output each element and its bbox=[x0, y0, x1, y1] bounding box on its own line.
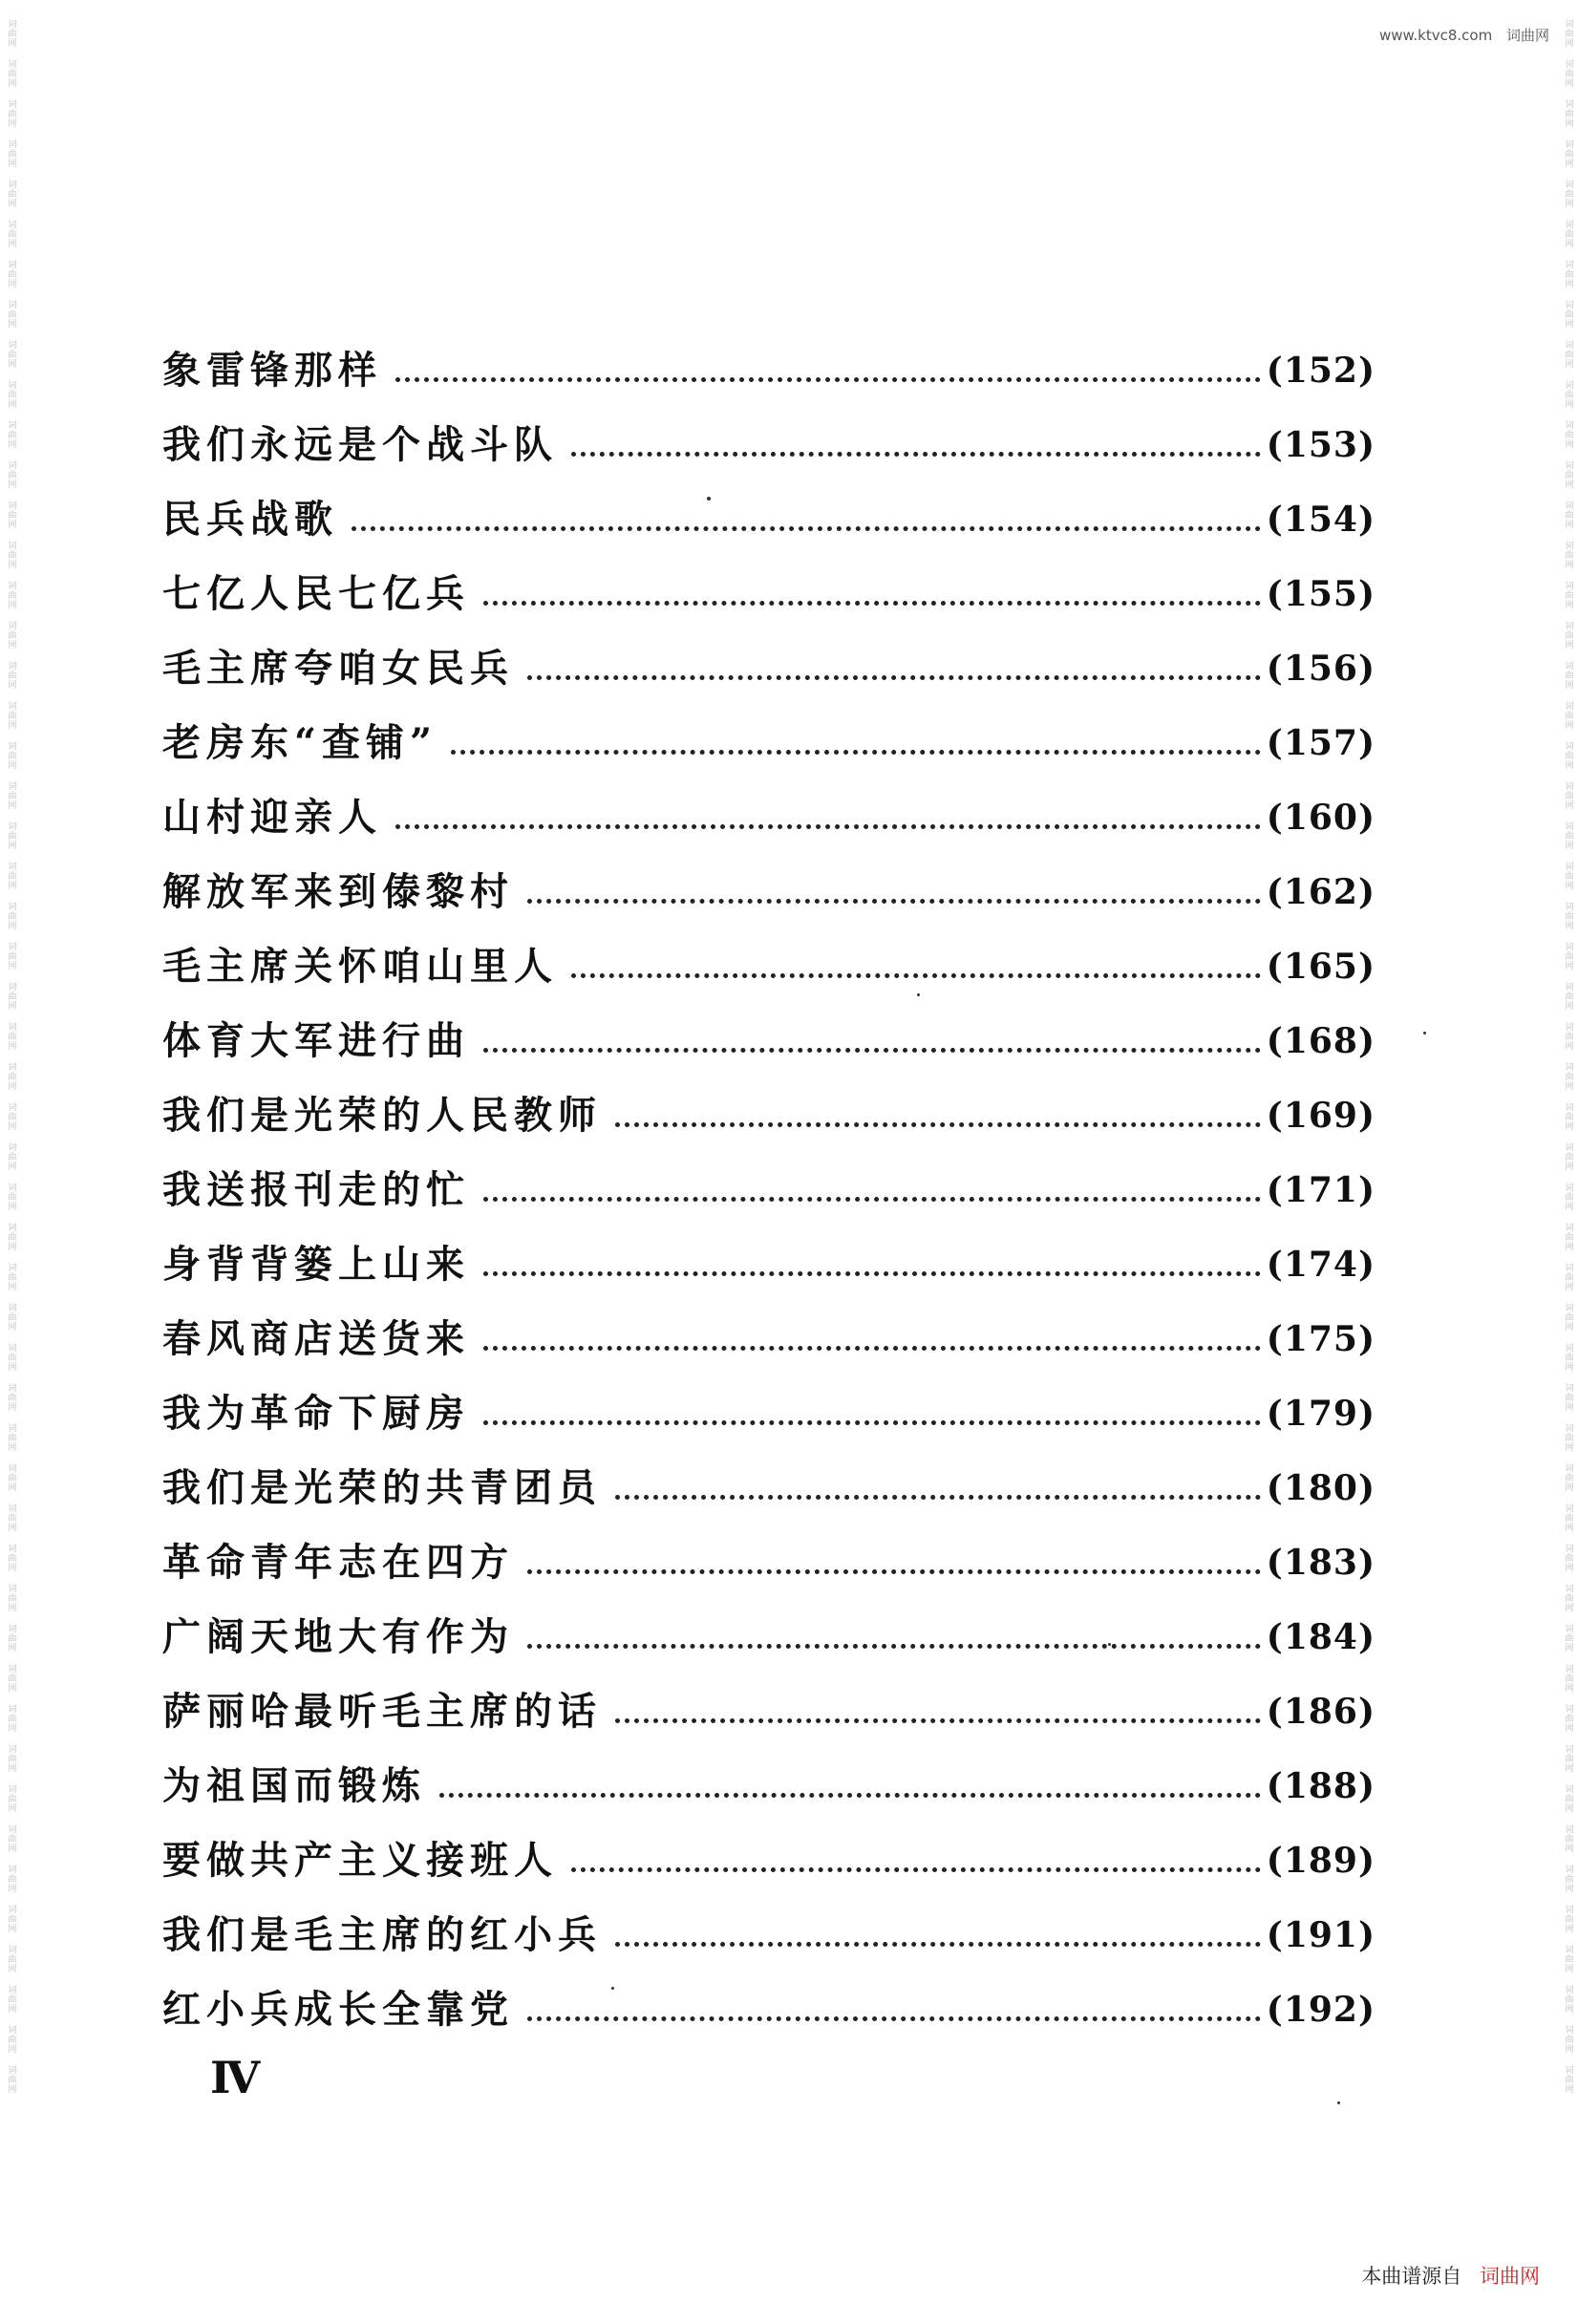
toc-entry-title: 解放军来到傣黎村 bbox=[162, 869, 514, 914]
strip-watermark-text: 词曲网 bbox=[1563, 1022, 1573, 1051]
dot-leader bbox=[352, 526, 1261, 531]
strip-watermark-text: 词曲网 bbox=[1563, 380, 1573, 409]
strip-watermark-text: 词曲网 bbox=[6, 982, 16, 1011]
strip-watermark-text: 词曲网 bbox=[6, 541, 16, 569]
strip-watermark-text: 词曲网 bbox=[6, 1102, 16, 1131]
strip-watermark-text: 词曲网 bbox=[6, 1303, 16, 1332]
toc-entry-title: 民兵战歌 bbox=[162, 497, 338, 542]
strip-watermark-text: 词曲网 bbox=[6, 661, 16, 690]
toc-entry[interactable] bbox=[162, 1731, 1375, 1808]
toc-entry-title: 我为革命下厨房 bbox=[162, 1391, 470, 1436]
page-number: Ⅳ bbox=[210, 2052, 257, 2103]
dot-leader bbox=[615, 1718, 1261, 1723]
toc-entry-title: 萨丽哈最听毛主席的话 bbox=[162, 1689, 602, 1734]
strip-watermark-text: 词曲网 bbox=[6, 1544, 16, 1572]
toc-entry-title: 为祖国而锻炼 bbox=[162, 1763, 426, 1808]
dot-leader bbox=[483, 1420, 1261, 1425]
table-of-contents bbox=[162, 315, 1375, 2032]
toc-entry-page: (154) bbox=[1266, 500, 1375, 540]
toc-entry-title: 我们永远是个战斗队 bbox=[162, 422, 558, 467]
toc-entry-title: 身背背篓上山来 bbox=[162, 1242, 470, 1287]
strip-watermark-text: 词曲网 bbox=[6, 300, 16, 329]
dot-leader bbox=[615, 1495, 1261, 1500]
strip-watermark-text: 词曲网 bbox=[1563, 2025, 1573, 2054]
dot-leader bbox=[527, 1569, 1261, 1574]
strip-watermark-text: 词曲网 bbox=[1563, 220, 1573, 248]
strip-watermark-text: 词曲网 bbox=[1563, 1704, 1573, 1733]
strip-watermark-text: 词曲网 bbox=[1563, 460, 1573, 489]
strip-watermark-text: 词曲网 bbox=[6, 139, 16, 168]
toc-entry-page: (156) bbox=[1266, 649, 1375, 689]
dot-leader bbox=[439, 1793, 1261, 1798]
strip-watermark-text: 词曲网 bbox=[6, 220, 16, 248]
dot-leader bbox=[615, 1122, 1261, 1127]
strip-watermark-text: 词曲网 bbox=[1563, 982, 1573, 1011]
toc-entry-title: 革命青年志在四方 bbox=[162, 1540, 514, 1585]
strip-watermark-text: 词曲网 bbox=[1563, 1463, 1573, 1492]
toc-entry-page: (152) bbox=[1266, 351, 1375, 391]
strip-watermark-text: 词曲网 bbox=[1563, 942, 1573, 970]
strip-watermark-text: 词曲网 bbox=[1563, 2065, 1573, 2094]
toc-entry-page: (184) bbox=[1266, 1617, 1375, 1657]
strip-watermark-text: 词曲网 bbox=[1563, 1664, 1573, 1693]
dot-leader bbox=[571, 1867, 1261, 1872]
strip-watermark-text: 词曲网 bbox=[6, 1183, 16, 1211]
toc-entry-title: 我们是毛主席的红小兵 bbox=[162, 1912, 602, 1957]
strip-watermark-text: 词曲网 bbox=[6, 1985, 16, 2014]
strip-watermark-text: 词曲网 bbox=[6, 19, 16, 48]
toc-entry-page: (160) bbox=[1266, 798, 1375, 838]
toc-entry-page: (188) bbox=[1266, 1766, 1375, 1806]
left-watermark-strip bbox=[0, 0, 21, 2324]
strip-watermark-text: 词曲网 bbox=[6, 1704, 16, 1733]
strip-watermark-text: 词曲网 bbox=[1563, 1824, 1573, 1853]
strip-watermark-text: 词曲网 bbox=[1563, 340, 1573, 369]
strip-watermark-text: 词曲网 bbox=[1563, 1303, 1573, 1332]
toc-entry[interactable] bbox=[162, 986, 1375, 1063]
strip-watermark-text: 词曲网 bbox=[1563, 1905, 1573, 1933]
toc-entry[interactable] bbox=[162, 315, 1375, 393]
toc-entry[interactable] bbox=[162, 1209, 1375, 1287]
strip-watermark-text: 词曲网 bbox=[1563, 541, 1573, 569]
strip-watermark-text: 词曲网 bbox=[1563, 1142, 1573, 1171]
dot-leader bbox=[571, 973, 1261, 978]
toc-entry-title: 我们是光荣的人民教师 bbox=[162, 1093, 602, 1138]
toc-entry[interactable] bbox=[162, 1358, 1375, 1436]
strip-watermark-text: 词曲网 bbox=[1563, 139, 1573, 168]
dot-leader bbox=[527, 675, 1261, 680]
toc-entry-page: (189) bbox=[1266, 1841, 1375, 1881]
toc-entry-title: 毛主席关怀咱山里人 bbox=[162, 944, 558, 989]
strip-watermark-text: 词曲网 bbox=[6, 340, 16, 369]
strip-watermark-text: 词曲网 bbox=[6, 1945, 16, 1973]
strip-watermark-text: 词曲网 bbox=[6, 260, 16, 288]
strip-watermark-text: 词曲网 bbox=[6, 1784, 16, 1813]
strip-watermark-text: 词曲网 bbox=[1563, 1223, 1573, 1251]
strip-watermark-text: 词曲网 bbox=[6, 380, 16, 409]
dot-leader bbox=[483, 1271, 1261, 1276]
strip-watermark-text: 词曲网 bbox=[6, 1062, 16, 1091]
source-prefix: 本曲谱源自 bbox=[1361, 2265, 1462, 2288]
right-watermark-strip bbox=[1557, 0, 1578, 2324]
strip-watermark-text: 词曲网 bbox=[6, 1624, 16, 1652]
strip-watermark-text: 词曲网 bbox=[6, 1343, 16, 1372]
toc-entry-title: 七亿人民七亿兵 bbox=[162, 571, 470, 616]
strip-watermark-text: 词曲网 bbox=[1563, 1945, 1573, 1973]
dot-leader bbox=[571, 452, 1261, 457]
toc-entry-page: (171) bbox=[1266, 1170, 1375, 1210]
strip-watermark-text: 词曲网 bbox=[1563, 1865, 1573, 1893]
strip-watermark-text: 词曲网 bbox=[6, 701, 16, 730]
toc-entry-page: (169) bbox=[1266, 1096, 1375, 1136]
strip-watermark-text: 词曲网 bbox=[6, 180, 16, 208]
strip-watermark-text: 词曲网 bbox=[6, 1744, 16, 1773]
toc-entry[interactable] bbox=[162, 1656, 1375, 1734]
toc-entry[interactable] bbox=[162, 1433, 1375, 1510]
strip-watermark-text: 词曲网 bbox=[1563, 1544, 1573, 1572]
toc-entry-page: (162) bbox=[1266, 872, 1375, 912]
strip-watermark-text: 词曲网 bbox=[1563, 621, 1573, 650]
strip-watermark-text: 词曲网 bbox=[1563, 1784, 1573, 1813]
toc-entry[interactable] bbox=[162, 837, 1375, 914]
dot-leader bbox=[483, 1346, 1261, 1351]
strip-watermark-text: 词曲网 bbox=[1563, 1263, 1573, 1291]
strip-watermark-text: 词曲网 bbox=[1563, 1102, 1573, 1131]
toc-entry-page: (174) bbox=[1266, 1245, 1375, 1285]
toc-entry-title: 红小兵成长全靠党 bbox=[162, 1987, 514, 2032]
scan-speck bbox=[1108, 1643, 1111, 1646]
dot-leader bbox=[527, 2016, 1261, 2021]
strip-watermark-text: 词曲网 bbox=[1563, 260, 1573, 288]
scan-speck bbox=[917, 993, 920, 996]
strip-watermark-text: 词曲网 bbox=[6, 2025, 16, 2054]
strip-watermark-text: 词曲网 bbox=[6, 1263, 16, 1291]
toc-entry-page: (153) bbox=[1266, 425, 1375, 465]
toc-entry-title: 春风商店送货来 bbox=[162, 1316, 470, 1361]
toc-entry[interactable] bbox=[162, 1135, 1375, 1212]
strip-watermark-text: 词曲网 bbox=[6, 1865, 16, 1893]
toc-entry-page: (165) bbox=[1266, 947, 1375, 987]
strip-watermark-text: 词曲网 bbox=[1563, 862, 1573, 890]
strip-watermark-text: 词曲网 bbox=[1563, 1423, 1573, 1452]
strip-watermark-text: 词曲网 bbox=[6, 1223, 16, 1251]
dot-leader bbox=[483, 1197, 1261, 1202]
strip-watermark-text: 词曲网 bbox=[1563, 1383, 1573, 1412]
strip-watermark-text: 词曲网 bbox=[1563, 741, 1573, 770]
toc-entry[interactable] bbox=[162, 464, 1375, 542]
dot-leader bbox=[483, 601, 1261, 606]
strip-watermark-text: 词曲网 bbox=[1563, 821, 1573, 850]
toc-entry[interactable] bbox=[162, 688, 1375, 765]
strip-watermark-text: 词曲网 bbox=[6, 1423, 16, 1452]
toc-entry-title: 老房东“查铺” bbox=[162, 720, 438, 765]
toc-entry-title: 体育大军进行曲 bbox=[162, 1018, 470, 1063]
strip-watermark-text: 词曲网 bbox=[6, 1383, 16, 1412]
watermark-url: www.ktvc8.com bbox=[1378, 27, 1493, 44]
toc-entry-page: (155) bbox=[1266, 574, 1375, 614]
strip-watermark-text: 词曲网 bbox=[6, 1463, 16, 1492]
strip-watermark-text: 词曲网 bbox=[1563, 1584, 1573, 1612]
toc-entry-page: (175) bbox=[1266, 1319, 1375, 1359]
dot-leader bbox=[615, 1942, 1261, 1947]
strip-watermark-text: 词曲网 bbox=[6, 862, 16, 890]
strip-watermark-text: 词曲网 bbox=[6, 1022, 16, 1051]
strip-watermark-text: 词曲网 bbox=[6, 460, 16, 489]
dot-leader bbox=[395, 377, 1261, 382]
toc-entry[interactable] bbox=[162, 390, 1375, 467]
strip-watermark-text: 词曲网 bbox=[1563, 420, 1573, 449]
toc-entry-page: (179) bbox=[1266, 1394, 1375, 1434]
toc-entry-page: (180) bbox=[1266, 1468, 1375, 1508]
toc-entry[interactable] bbox=[162, 762, 1375, 840]
strip-watermark-text: 词曲网 bbox=[6, 621, 16, 650]
strip-watermark-text: 词曲网 bbox=[6, 59, 16, 88]
strip-watermark-text: 词曲网 bbox=[6, 420, 16, 449]
toc-entry[interactable] bbox=[162, 911, 1375, 989]
source-note bbox=[1361, 2261, 1540, 2290]
toc-entry[interactable] bbox=[162, 1954, 1375, 2032]
dot-leader bbox=[451, 750, 1261, 755]
toc-entry-page: (192) bbox=[1266, 1990, 1375, 2030]
toc-entry-page: (191) bbox=[1266, 1915, 1375, 1955]
scan-speck bbox=[707, 497, 711, 501]
source-site-link[interactable]: 词曲网 bbox=[1480, 2265, 1540, 2288]
strip-watermark-text: 词曲网 bbox=[1563, 1985, 1573, 2014]
toc-entry-page: (183) bbox=[1266, 1543, 1375, 1583]
strip-watermark-text: 词曲网 bbox=[6, 942, 16, 970]
strip-watermark-text: 词曲网 bbox=[1563, 501, 1573, 529]
strip-watermark-text: 词曲网 bbox=[6, 99, 16, 128]
strip-watermark-text: 词曲网 bbox=[6, 902, 16, 930]
strip-watermark-text: 词曲网 bbox=[6, 741, 16, 770]
scan-speck bbox=[611, 1987, 614, 1990]
strip-watermark-text: 词曲网 bbox=[6, 1824, 16, 1853]
dot-leader bbox=[395, 824, 1261, 829]
strip-watermark-text: 词曲网 bbox=[6, 1905, 16, 1933]
strip-watermark-text: 词曲网 bbox=[1563, 1062, 1573, 1091]
toc-entry-page: (168) bbox=[1266, 1021, 1375, 1061]
toc-entry-page: (186) bbox=[1266, 1692, 1375, 1732]
dot-leader bbox=[527, 1644, 1261, 1649]
dot-leader bbox=[483, 1048, 1261, 1053]
strip-watermark-text: 词曲网 bbox=[1563, 59, 1573, 88]
strip-watermark-text: 词曲网 bbox=[1563, 701, 1573, 730]
strip-watermark-text: 词曲网 bbox=[1563, 781, 1573, 810]
strip-watermark-text: 词曲网 bbox=[1563, 902, 1573, 930]
scan-speck bbox=[1423, 1032, 1426, 1034]
scan-speck bbox=[1337, 2101, 1340, 2104]
strip-watermark-text: 词曲网 bbox=[6, 1664, 16, 1693]
strip-watermark-text: 词曲网 bbox=[1563, 1503, 1573, 1532]
toc-entry[interactable] bbox=[162, 1060, 1375, 1138]
strip-watermark-text: 词曲网 bbox=[6, 821, 16, 850]
dot-leader bbox=[527, 899, 1261, 904]
strip-watermark-text: 词曲网 bbox=[6, 2065, 16, 2094]
toc-entry-title: 山村迎亲人 bbox=[162, 795, 382, 840]
toc-entry[interactable] bbox=[162, 613, 1375, 691]
toc-entry[interactable] bbox=[162, 1284, 1375, 1361]
toc-entry[interactable] bbox=[162, 1582, 1375, 1659]
toc-entry-page: (157) bbox=[1266, 723, 1375, 763]
strip-watermark-text: 词曲网 bbox=[1563, 1624, 1573, 1652]
toc-entry[interactable] bbox=[162, 1507, 1375, 1585]
strip-watermark-text: 词曲网 bbox=[1563, 1343, 1573, 1372]
toc-entry-title: 毛主席夸咱女民兵 bbox=[162, 646, 514, 691]
strip-watermark-text: 词曲网 bbox=[1563, 99, 1573, 128]
toc-entry-title: 我们是光荣的共青团员 bbox=[162, 1465, 602, 1510]
strip-watermark-text: 词曲网 bbox=[1563, 300, 1573, 329]
strip-watermark-text: 词曲网 bbox=[1563, 1744, 1573, 1773]
toc-entry-title: 我送报刊走的忙 bbox=[162, 1167, 470, 1212]
strip-watermark-text: 词曲网 bbox=[6, 581, 16, 609]
strip-watermark-text: 词曲网 bbox=[1563, 581, 1573, 609]
strip-watermark-text: 词曲网 bbox=[6, 501, 16, 529]
strip-watermark-text: 词曲网 bbox=[6, 1142, 16, 1171]
watermark-site-name: 词曲网 bbox=[1505, 27, 1549, 44]
strip-watermark-text: 词曲网 bbox=[6, 781, 16, 810]
toc-entry-title: 象雷锋那样 bbox=[162, 348, 382, 393]
strip-watermark-text: 词曲网 bbox=[1563, 19, 1573, 48]
strip-watermark-text: 词曲网 bbox=[6, 1584, 16, 1612]
strip-watermark-text: 词曲网 bbox=[6, 1503, 16, 1532]
toc-entry[interactable] bbox=[162, 1880, 1375, 1957]
toc-entry[interactable] bbox=[162, 1805, 1375, 1883]
toc-entry-title: 广阔天地大有作为 bbox=[162, 1614, 514, 1659]
strip-watermark-text: 词曲网 bbox=[1563, 1183, 1573, 1211]
toc-entry-title: 要做共产主义接班人 bbox=[162, 1838, 558, 1883]
top-watermark bbox=[1379, 25, 1549, 45]
strip-watermark-text: 词曲网 bbox=[1563, 180, 1573, 208]
strip-watermark-text: 词曲网 bbox=[1563, 661, 1573, 690]
toc-entry[interactable] bbox=[162, 539, 1375, 616]
